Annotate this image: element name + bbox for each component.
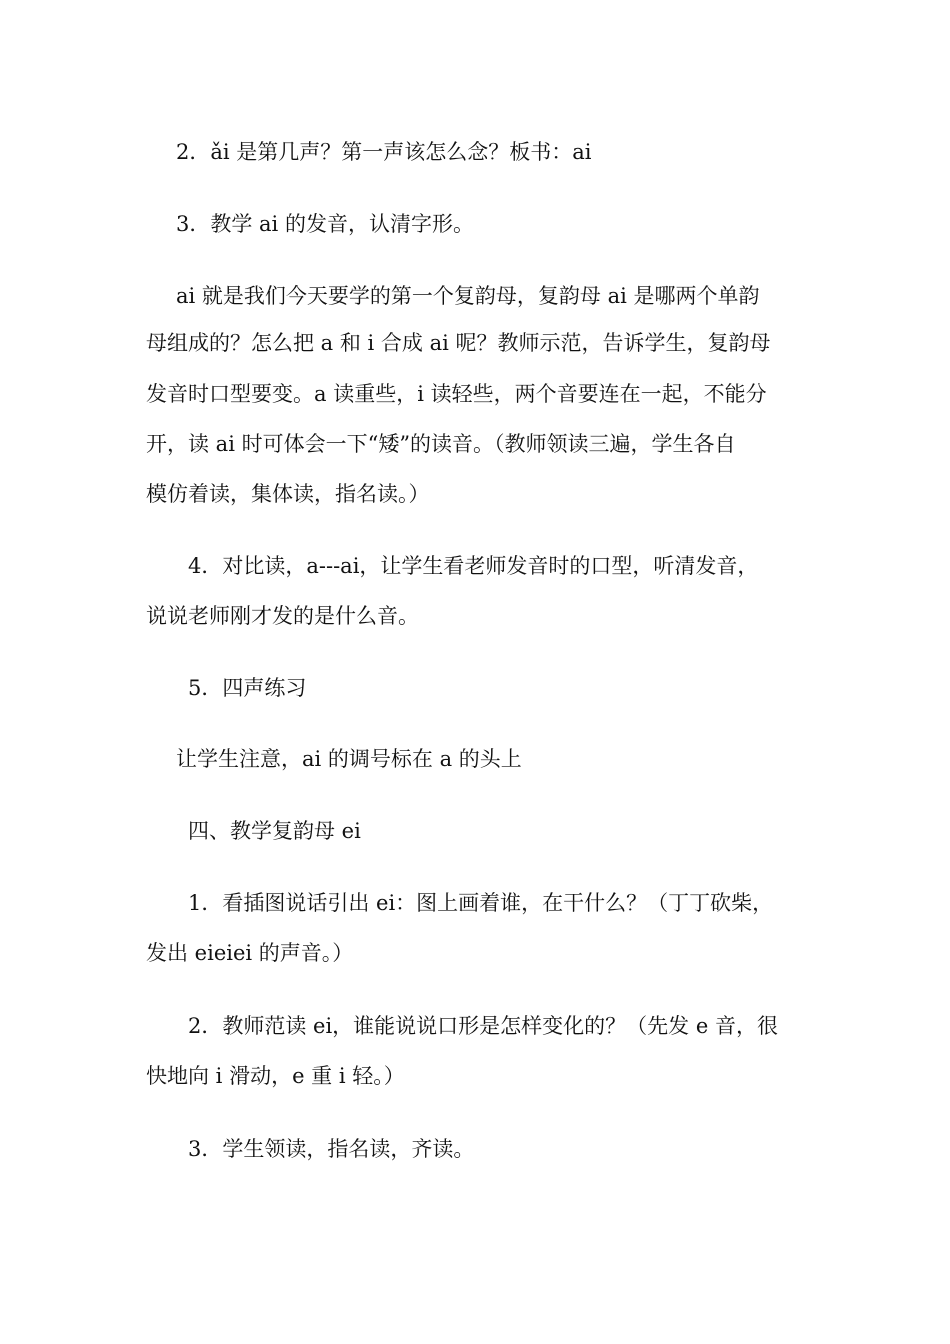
paragraph-ai-explain-line-4: 开，读 ai 时可体会一下“矮”的读音。（教师领读三遍，学生各自 (146, 432, 736, 456)
paragraph-compare-line-2: 说说老师刚才发的是什么音。 (146, 604, 419, 628)
paragraph-compare-line-1: 4．对比读，a---ai，让学生看老师发音时的口型，听清发音， (188, 554, 759, 578)
paragraph-illustration-line-2: 发出 eieiei 的声音。） (146, 941, 354, 965)
paragraph-illustration-line-1: 1．看插图说话引出 ei：图上画着谁，在干什么？（丁丁砍柴， (188, 891, 774, 915)
paragraph-teach-ai: 3．教学 ai 的发音，认清字形。 (176, 212, 474, 236)
paragraph-four-tones: 5．四声练习 (188, 676, 307, 700)
paragraph-ai-explain-line-3: 发音时口型要变。a 读重些，i 读轻些，两个音要连在一起，不能分 (146, 382, 767, 406)
section-heading-ei: 四、教学复韵母 ei (188, 819, 361, 843)
paragraph-model-reading-line-2: 快地向 i 滑动，e 重 i 轻。） (146, 1064, 405, 1088)
paragraph-tone-question: 2．ǎi 是第几声？第一声该怎么念？板书：ai (176, 140, 592, 164)
paragraph-ai-explain-line-5: 模仿着读，集体读，指名读。） (146, 482, 430, 506)
paragraph-tone-mark-note: 让学生注意，ai 的调号标在 a 的头上 (176, 747, 522, 771)
paragraph-student-reading: 3．学生领读，指名读，齐读。 (188, 1137, 475, 1161)
paragraph-ai-explain-line-1: ai 就是我们今天要学的第一个复韵母，复韵母 ai 是哪两个单韵 (176, 284, 760, 308)
paragraph-ai-explain-line-2: 母组成的？怎么把 a 和 i 合成 ai 呢？教师示范，告诉学生，复韵母 (146, 331, 771, 355)
paragraph-model-reading-line-1: 2．教师范读 ei，谁能说说口形是怎样变化的？（先发 e 音，很 (188, 1014, 778, 1038)
